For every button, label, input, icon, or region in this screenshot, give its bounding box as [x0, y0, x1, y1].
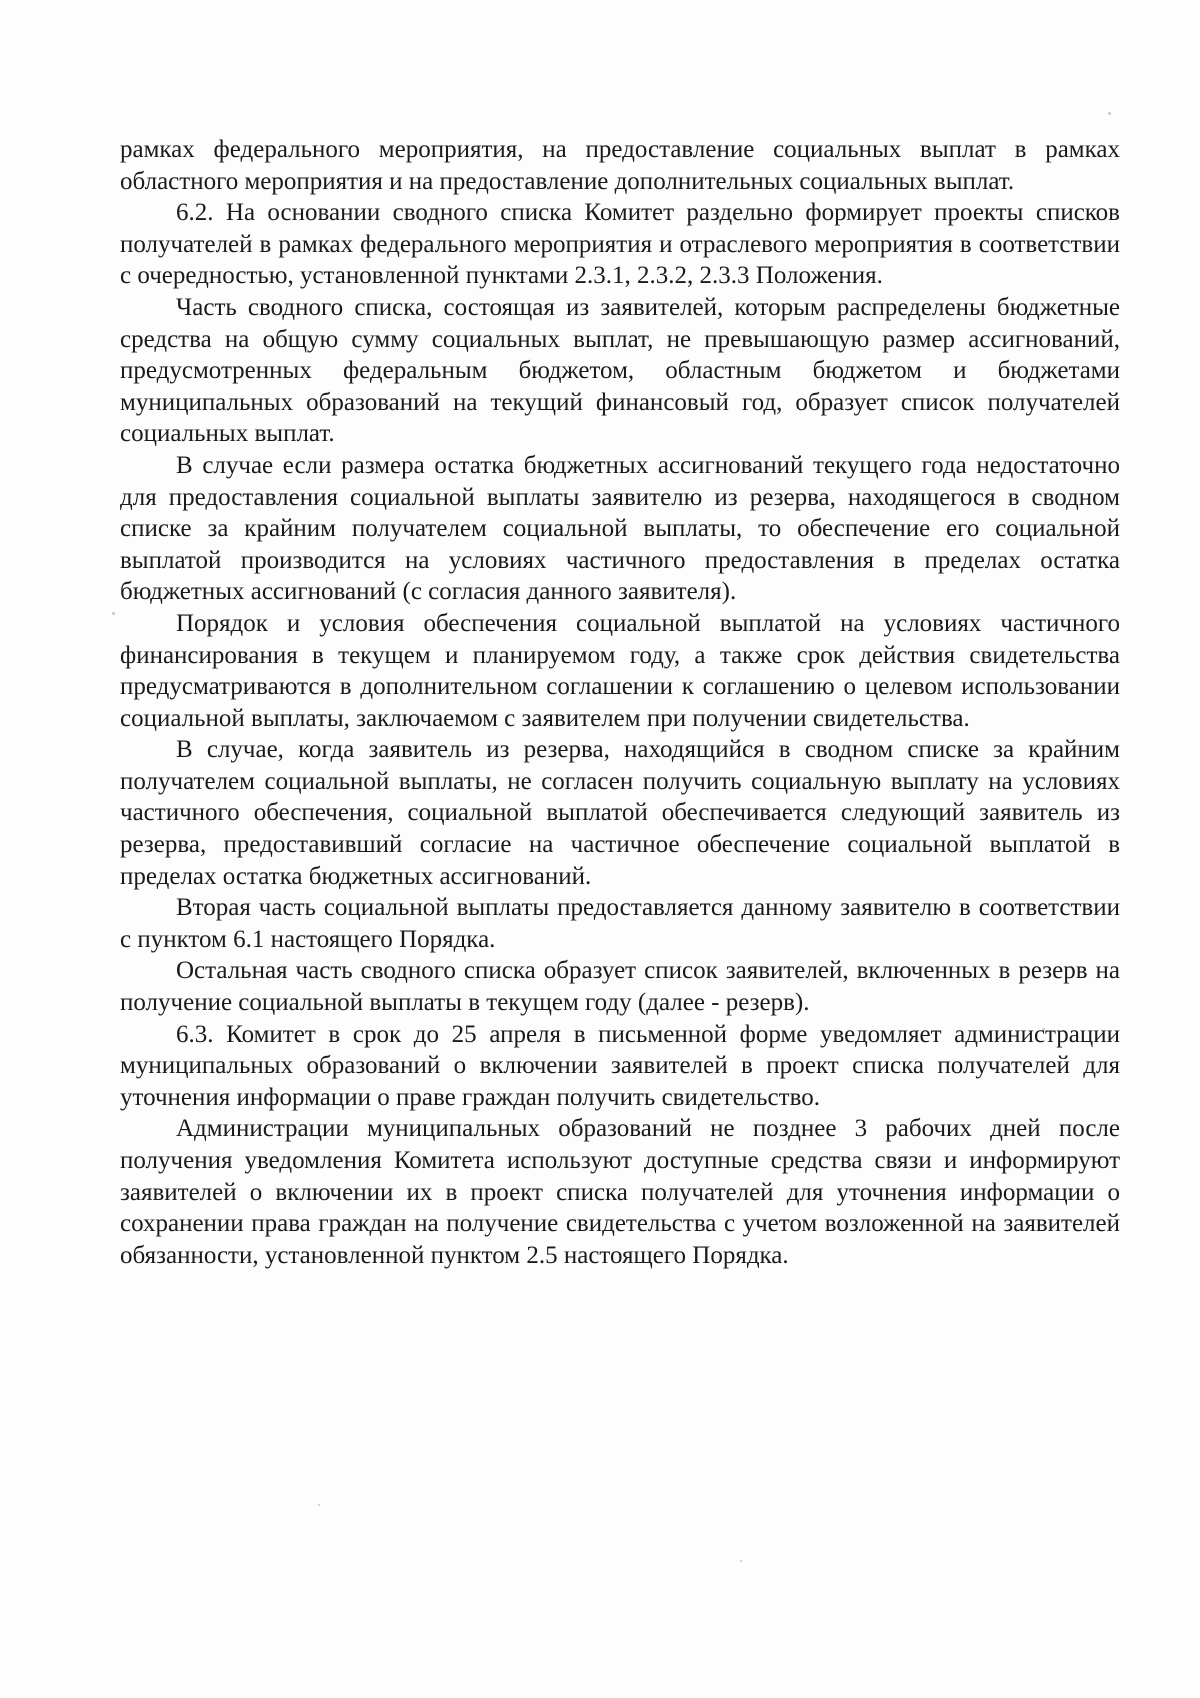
- scan-speck: [318, 1504, 320, 1506]
- scan-speck: [740, 1560, 742, 1562]
- paragraph-6-2: 6.2. На основании сводного списка Комитет раздельно формирует проекты списков получателей в рамках федерального мероприятия и отраслевого мероприятия в соответствии с очередностью, установленной пунктами 2.3.1, 2.3.2, 2.3.3 Положения.: [120, 199, 1120, 290]
- scan-speck: [112, 612, 115, 615]
- scan-speck: [1108, 112, 1111, 115]
- paragraph-reserve-refusal: В случае, когда заявитель из резерва, находящийся в сводном списке за крайним получателем социальной выплаты, не согласен получить социальную выплату на условиях частичного обеспечения, социальной выплатой обеспечивается следующий заявитель из резерва, предоставивший согласие на частичное обеспечение социальной выплатой в пределах остатка бюджетных ассигнований.: [120, 736, 1120, 890]
- paragraph-partial-financing-conditions: Порядок и условия обеспечения социальной выплатой на условиях частичного финансирования в текущем и планируемом году, а также срок действия свидетельства предусматриваются в дополнительном соглашении к соглашению о целевом использовании социальной выплаты, заключаемом с заявителем при получении свидетельства.: [120, 609, 1120, 732]
- paragraph-reserve-list: Остальная часть сводного списка образует список заявителей, включенных в резерв на получение социальной выплаты в текущем году (далее - резерв).: [120, 957, 1120, 1017]
- paragraph-municipal-notification: Администрации муниципальных образований не позднее 3 рабочих дней после получения уведомления Комитета используют доступные средства связи и информируют заявителей о включении их в проект списка получателей для уточнения информации о сохранении права граждан на получение свидетельства с учетом возложенной на заявителей обязанности, установленной пунктом 2.5 настоящего Порядка.: [120, 1115, 1120, 1269]
- paragraph-continuation: рамках федерального мероприятия, на предоставление социальных выплат в рамках областного мероприятия и на предоставление дополнительных социальных выплат.: [120, 136, 1120, 195]
- paragraph-6-3: 6.3. Комитет в срок до 25 апреля в письменной форме уведомляет администрации муниципальных образований о включении заявителей в проект списка получателей для уточнения информации о праве граждан получить свидетельство.: [120, 1020, 1120, 1111]
- paragraph-second-part: Вторая часть социальной выплаты предоставляется данному заявителю в соответствии с пунктом 6.1 настоящего Порядка.: [120, 894, 1120, 953]
- document-body: [120, 134, 1120, 1271]
- paragraph-partial-provision: В случае если размера остатка бюджетных ассигнований текущего года недостаточно для предоставления социальной выплаты заявителю из резерва, находящегося в сводном списке за крайним получателем социальной выплаты, то обеспечение его социальной выплатой производится на условиях частичного предоставления в пределах остатка бюджетных ассигнований (с согласия данного заявителя).: [120, 451, 1120, 606]
- paragraph-recipients-list: Часть сводного списка, состоящая из заявителей, которым распределены бюджетные средства на общую сумму социальных выплат, не превышающую размер ассигнований, предусмотренных федеральным бюджетом, областным бюджетом и бюджетами муниципальных образований на текущий финансовый год, образует список получателей социальных выплат.: [120, 293, 1120, 448]
